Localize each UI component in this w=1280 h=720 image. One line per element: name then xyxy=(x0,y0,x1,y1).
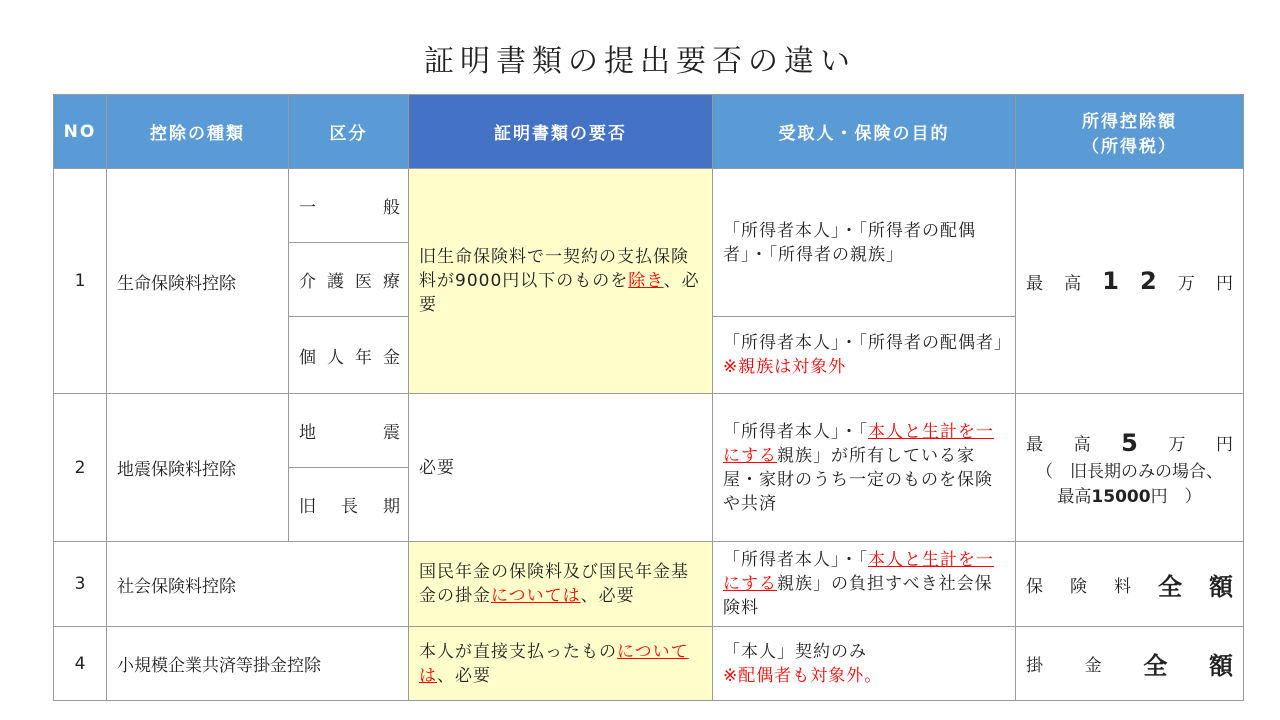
amount-note: （ 旧長期のみの場合、 xyxy=(1036,461,1223,482)
requirement-cell: 旧生命保険料で一契約の支払保険料が9000円以下のものを除き、必要 xyxy=(409,169,713,394)
row-type: 地震保険料控除 xyxy=(107,394,289,542)
recipient-note: ※配偶者も対象外。 xyxy=(723,665,883,686)
requirement-cell: 本人が直接支払ったものについては、必要 xyxy=(409,627,713,701)
recipient-note: ※親族は対象外 xyxy=(723,357,847,377)
requirement-cell: 必要 xyxy=(409,394,713,542)
amount-value: 最 高 5 万 円 xyxy=(1026,428,1233,457)
header-row xyxy=(54,95,1244,169)
row-no: 1 xyxy=(54,169,107,394)
row-no: 3 xyxy=(54,542,107,627)
category-cell xyxy=(289,394,409,468)
recipient-cell: 「所得者本人」・「所得者の配偶者」 ※親族は対象外 xyxy=(713,317,1016,394)
amount-cell xyxy=(1016,542,1244,627)
amount-cell xyxy=(1016,169,1244,394)
header-amount-line2: （所得税） xyxy=(1082,136,1177,157)
row-no: 4 xyxy=(54,627,107,701)
row-type: 小規模企業共済等掛金控除 xyxy=(107,627,409,701)
category-cell xyxy=(289,468,409,542)
recipient-cell: 「所得者本人」・「本人と生計を一にする親族」の負担すべき社会保険料 xyxy=(713,542,1016,627)
table-row xyxy=(54,542,1244,627)
page-title: 証明書類の提出要否の違い xyxy=(424,44,856,79)
category-label: 旧 長 期 xyxy=(299,497,400,517)
amount-cell xyxy=(1016,627,1244,701)
table-row xyxy=(54,169,1244,243)
header-category: 区分 xyxy=(289,95,409,169)
recipient-cell: 「所得者本人」・「本人と生計を一にする親族」が所有している家屋・家財のうち一定のものを保険や共済 xyxy=(713,394,1016,542)
requirement-cell: 国民年金の保険料及び国民年金基金の掛金については、必要 xyxy=(409,542,713,627)
category-cell xyxy=(289,317,409,394)
amount-cell xyxy=(1016,394,1244,542)
row-no: 2 xyxy=(54,394,107,542)
category-label: 個 人 年 金 xyxy=(299,347,400,368)
amount-value: 掛 金 全 額 xyxy=(1026,652,1233,680)
header-recipient: 受取人・保険の目的 xyxy=(713,95,1016,169)
deduction-table xyxy=(53,94,1244,701)
row-type: 社会保険料控除 xyxy=(107,542,409,627)
category-label: 地 震 xyxy=(299,423,400,443)
header-type: 控除の種類 xyxy=(107,95,289,169)
table-row xyxy=(54,627,1244,701)
recipient-cell: 「本人」契約のみ ※配偶者も対象外。 xyxy=(713,627,1016,701)
row-type: 生命保険料控除 xyxy=(107,169,289,394)
table-row xyxy=(54,394,1244,468)
amount-note-max: 最高15000円 ） xyxy=(1057,486,1202,507)
header-amount-line1: 所得控除額 xyxy=(1082,111,1177,132)
category-cell xyxy=(289,169,409,243)
header-no: NO xyxy=(54,95,107,169)
header-requirement: 証明書類の要否 xyxy=(409,95,713,169)
header-amount xyxy=(1016,95,1244,169)
amount-value: 保 険 料 全 額 xyxy=(1026,572,1233,601)
category-label: 一 般 xyxy=(299,198,400,218)
category-cell xyxy=(289,243,409,317)
recipient-cell: 「所得者本人」・「所得者の配偶者」・「所得者の親族」 xyxy=(713,169,1016,317)
category-label: 介 護 医 療 xyxy=(299,272,400,292)
amount-value: 最 高 1 2 万 円 xyxy=(1026,267,1233,295)
